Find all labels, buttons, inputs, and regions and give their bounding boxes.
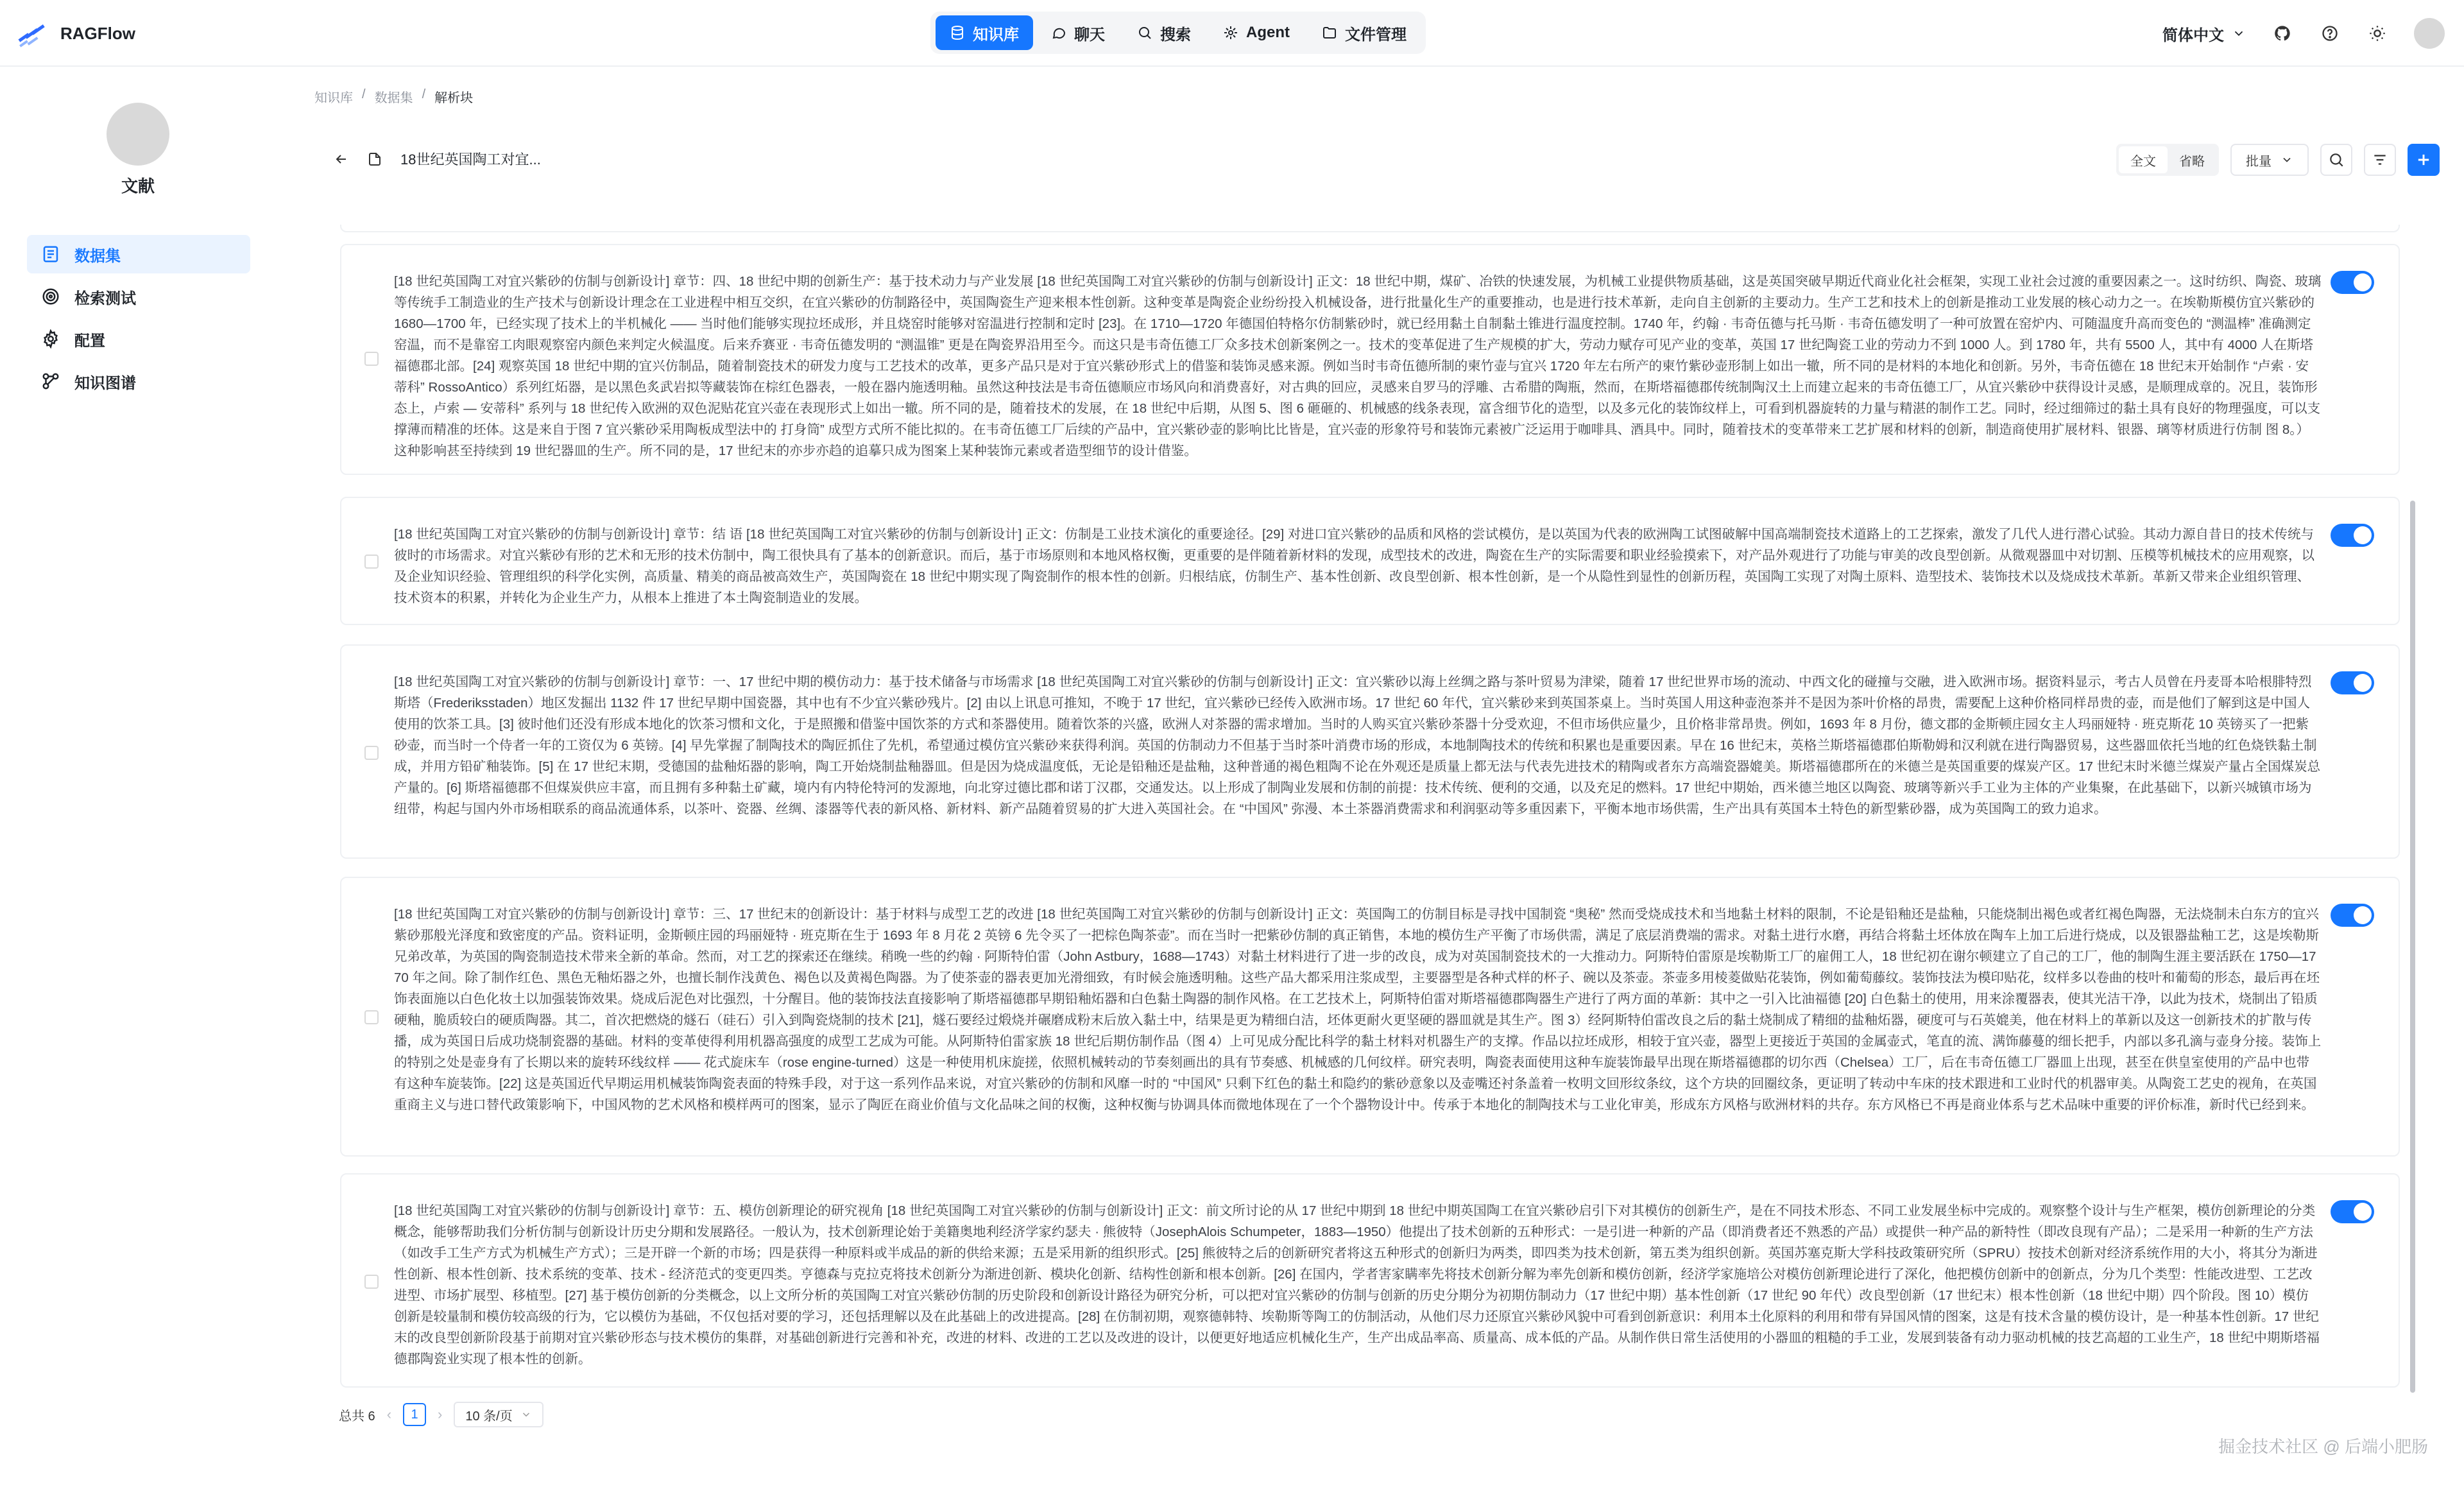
batch-label: 批量 (2246, 154, 2272, 169)
nav-chat[interactable] (1037, 15, 1119, 50)
top-bar (0, 0, 2464, 67)
pagination-page-current[interactable]: 1 (403, 1403, 426, 1426)
sidebar-item-label: 数据集 (74, 247, 121, 265)
chunk-checkbox[interactable] (364, 1275, 379, 1289)
document-header (334, 149, 541, 169)
document-title: 18世纪英国陶工对宜... (400, 151, 541, 168)
sidebar-menu (27, 235, 250, 404)
database-icon (950, 25, 965, 40)
search-icon (1137, 25, 1152, 40)
nav-label: Agent (1246, 24, 1290, 41)
sidebar-item-label: 知识图谱 (74, 374, 136, 392)
chat-icon (1051, 25, 1066, 40)
chunk-card[interactable] (340, 877, 2400, 1157)
pagination-prev-icon[interactable]: ‹ (386, 1406, 392, 1422)
theme-toggle-button[interactable] (2366, 22, 2388, 44)
filter-button[interactable] (2364, 144, 2396, 176)
gear-icon (41, 329, 60, 349)
target-icon (41, 287, 60, 306)
chunk-card[interactable] (340, 497, 2400, 625)
language-label: 简体中文 (2162, 26, 2224, 44)
language-selector[interactable] (2162, 22, 2246, 45)
knowledge-base-name: 文献 (121, 176, 155, 196)
add-chunk-button[interactable] (2408, 144, 2440, 176)
breadcrumb-separator: / (362, 87, 366, 101)
top-right-actions (2162, 18, 2445, 49)
chevron-down-icon (2280, 153, 2293, 166)
chevron-down-icon (520, 1409, 532, 1420)
main-nav (930, 12, 1426, 54)
nav-label: 聊天 (1074, 26, 1105, 44)
app-name: RAGFlow (60, 23, 135, 43)
nav-label: 文件管理 (1345, 26, 1407, 44)
chevron-down-icon (2232, 26, 2246, 40)
graph-icon (41, 372, 60, 391)
chunk-card[interactable] (340, 644, 2400, 859)
chunk-toolbar (2116, 144, 2440, 176)
pagination-total: 总共 6 (339, 1409, 375, 1424)
chunk-enable-toggle[interactable] (2331, 524, 2374, 547)
chunk-checkbox[interactable] (364, 555, 379, 569)
filter-icon (2372, 151, 2388, 168)
chunk-enable-toggle[interactable] (2331, 904, 2374, 927)
batch-dropdown[interactable] (2230, 144, 2309, 176)
sidebar-item-label: 检索测试 (74, 289, 136, 307)
chunk-enable-toggle[interactable] (2331, 1200, 2374, 1223)
agent-icon (1223, 25, 1238, 40)
breadcrumb-knowledge-base[interactable]: 知识库 (314, 91, 353, 105)
watermark: 掘金技术社区 @ 后端小肥肠 (2218, 1437, 2428, 1456)
file-icon (367, 151, 382, 167)
chunk-enable-toggle[interactable] (2331, 671, 2374, 694)
page-size-select[interactable] (454, 1402, 543, 1427)
view-mode-switch (2116, 144, 2219, 176)
help-button[interactable] (2319, 22, 2341, 44)
nav-search[interactable] (1123, 15, 1205, 50)
chunk-text: [18 世纪英国陶工对宜兴紫砂的仿制与创新设计] 章节：结 语 [18 世纪英国陶工对宜兴紫砂的仿制与创新设计] 正文：仿制是工业技术演化的重要途径。[29] 对进口宜兴紫砂的品质和风格的尝试模仿，是以英国为代表的欧洲陶工试图破解中国高端制瓷技术道路上的工艺探索，激发了几代人进行潜心试验。其动力源自昔日的技术传统与彼时的市场需求。对宜兴紫砂有形的艺术和无形的技术仿制中，陶工很快具有了基本的创新意识。而后，基于市场原则和本地风格权衡，更重要的是伴随着新材料的发现，成型技术的改进，陶瓷在生产的实际需要和职业经验摸索下，对产品外观进行了功能与审美的改良型创新。从微观器皿中对切割、压模等机械技术的应用观察，以及企业知识经验、管理组织的科学化实例，高质量、精美的商品被高效生产，英国陶瓷在 18 世纪中期实现了陶瓷制作的根本性的创新。归根结底，仿制生产、基本性创新、改良型创新、根本性创新，是一个从隐性到显性的创新历程，英国陶工实现了对陶土原料、造型技术、装饰技术以及烧成技术革新。革新又带来企业组织管理、技术资本的积累，并转化为企业生产力，从根本上推进了本土陶瓷制造业的发展。 (394, 527, 2314, 605)
chunk-list (340, 225, 2415, 1393)
search-icon (2328, 151, 2345, 168)
sidebar-item-retrieval-test[interactable] (27, 277, 250, 316)
chunk-enable-toggle[interactable] (2331, 271, 2374, 294)
dataset-icon (41, 245, 60, 264)
breadcrumb-separator: / (422, 87, 426, 101)
chunk-checkbox[interactable] (364, 1010, 379, 1024)
sidebar-item-knowledge-graph[interactable] (27, 362, 250, 400)
brand[interactable] (15, 17, 135, 50)
nav-label: 搜索 (1160, 26, 1191, 44)
github-icon (2273, 24, 2291, 42)
breadcrumb-current: 解析块 (434, 91, 474, 105)
knowledge-base-avatar (107, 103, 169, 166)
sidebar-item-dataset[interactable] (27, 235, 250, 273)
back-arrow-icon[interactable] (334, 151, 349, 167)
chunk-list-scrollbar[interactable] (2410, 501, 2415, 1393)
chunk-checkbox[interactable] (364, 352, 379, 366)
chunk-text: [18 世纪英国陶工对宜兴紫砂的仿制与创新设计] 章节：一、17 世纪中期的模仿动力：基于技术储备与市场需求 [18 世纪英国陶工对宜兴紫砂的仿制与创新设计] 正文：宜兴紫砂以海上丝绸之路与茶叶贸易为津梁，随着 17 世纪世界市场的流动、中西文化的碰撞与交融，进入欧洲市场。据资料显示，考古人员曾在丹麦哥本哈根腓特烈斯塔（Frederiksstaden）地区发掘出 1132 件 17 世纪早期中国瓷器，其中也有不少宜兴紫砂残片。[2] 由以上讯息可推知，不晚于 17 世纪，宜兴紫砂已经传入欧洲市场。17 世纪 60 年代，宜兴紫砂来到英国茶桌上。当时英国人用这种壶泡茶并不是因为茶叶价格的昂贵，需要配上这种价格同样昂贵的壶，而是他们了解到这是中国人使用的饮茶工具。[3] 彼时他们还没有形成本地化的饮茶习惯和文化，于是照搬和借鉴中国饮茶的方式和茶器使用。随着饮茶的兴盛，欧洲人对茶器的需求增加。当时的人购买宜兴紫砂茶器十分受欢迎，不但市场供应量少，且价格非常昂贵。例如，1693 年 8 月份，德文郡的金斯顿庄园女主人玛丽娅特 · 班克斯花 10 英镑买了一把紫砂壶，而当时一个侍者一年的工资仅为 6 英镑。[4] 早先掌握了制陶技术的陶匠抓住了先机，希望通过模仿宜兴紫砂来获得利润。英国的仿制动力不但基于当时茶叶消费市场的形成，本地制陶技术的传统和积累也是重要因素。早在 16 世纪末，英格兰斯塔福德郡伯斯勒姆和汉利就在进行陶器贸易，这些器皿依托当地的红色烧铁黏土制成，并用方铅矿釉装饰。[5] 在 17 世纪末期，受德国的盐釉炻器的影响，陶工开始烧制盐釉器皿。但是因为烧成温度低，无论是铅釉还是盐釉，这种普通的褐色粗陶不论在外观还是质量上都无法与代表先进技术的精陶或者东方高端瓷器媲美。斯塔福德郡所在的米德兰是英国重要的煤炭产区。17 世纪末时米德兰煤炭产量占全国煤炭总产量的。[6] 斯塔福德郡不但煤炭供应丰富，而且拥有多种黏土矿藏，境内有内特伦特河的发源地，向北穿过德比郡和诺丁汉郡，交通发达。以上形成了制陶业发展和仿制的前提：技术传统、便利的交通，以及充足的燃料。17 世纪中期始，西米德兰地区以陶瓷、玻璃等新兴手工业为主体的产业集聚，在此基础下，以新兴城镇市场为纽带，构起与国内外市场相联系的商品流通体系，以茶叶、瓷器、丝绸、漆器等代表的新风格、新材料、新产品随着贸易的扩大进入英国社会。在 “中国风” 弥漫、本土茶器消费需求和利润驱动等多重因素下，平衡本地市场供需，生产出具有英国本土特色的新型紫砂器，成为英国陶工的致力追求。 (394, 675, 2321, 816)
nav-agent[interactable] (1209, 15, 1304, 50)
chunk-text: [18 世纪英国陶工对宜兴紫砂的仿制与创新设计] 章节：三、17 世纪末的创新设计：基于材料与成型工艺的改进 [18 世纪英国陶工对宜兴紫砂的仿制与创新设计] 正文：英国陶工的仿制目标是寻找中国制瓷 “奥秘” 然而受烧成技术和当地黏土材料的限制，不论是铅釉还是盐釉，只能烧制出褐色或者红褐色陶器，无法烧制未白东方的宜兴紫砂那般光泽度和致密度的产品。资料证明，金斯顿庄园的玛丽娅特 · 班克斯在生于 1693 年 8 月花 2 英镑 6 先令买了一把棕色陶茶壶”。而在当时一把紫砂仿制的真正销售，本地的模仿生产平衡了市场供需，满足了底层消费端的需求。对黏土进行水磨，再结合将黏土坯体放在陶车上加工后进行烧成，以及银器盐釉工艺，这是埃勒斯兄弟改革，为英国的陶瓷制造技术带来全新的革命。然而，对工艺的探索还在继续。稍晚一些的约翰 · 阿斯特伯雷（John Astbury，1688—1743）对黏土材料进行了进一步的改良，成为对英国制瓷技术的一大推动力。阿斯特伯雷原是埃勒斯工厂的雇佣工人，18 世纪初在谢尔顿建立了自己的工厂，他的制陶生涯主要活跃在 1750—1770 年之间。除了制作红色、黑色无釉炻器之外，也擅长制作浅黄色、褐色以及黄褐色陶器。为了使茶壶的器表更加光滑细致，有时候会施透明釉。这些产品大都采用注浆成型，主要器型是各种式样的杯子、碗以及茶壶。茶壶多用棱菱做贴花装饰，例如葡萄藤纹。装饰技法为模印贴花，纹样多以卷曲的枝叶和葡萄的形态，最后再在坯饰表面施以白色化妆土以加强装饰效果。烧成后泥色对比强烈，十分醒目。他的装饰技法直接影响了斯塔福德郡早期铅釉炻器和白色黏土陶器的制作风格。在工艺技术上，阿斯特伯雷对斯塔福德郡陶器生产进行了两方面的革新：其中之一引入比油福德 [20] 白色黏土的使用，用来涂覆器表，使其光洁干净，以此为技术，烧制出了铅质硬釉，脆质较白的硬质陶器。其二，首次把燃烧的燧石（硅石）引入到陶瓷烧制的技术 [21]，燧石要经过煅烧并碾磨成粉末后放入黏土中，结果是更为精细白洁，坯体更耐火更坚硬的器皿就是其生产。图 3）经阿斯特伯雷改良之后的黏土烧制成了精细的盐釉炻器，硬度可与石英媲美，他在材料上的革新以及这一创新技术的扩散与传播，成为英国日后成功烧制瓷器的基础。材料的变革使得利用机器高强度的成型工艺成为可能。从阿斯特伯雷家族 18 世纪后期仿制作品（图 4）上可见成分配比科学的黏土材料对机器生产的支撑。作品以拉坯成形，相较于宜兴壶，器型上更接近于英国的金属壶式，笔直的流、满饰藤蔓的细长把手，内部以多孔滴与壶身分接。装饰上的特别之处是壶身有了长期以来的旋转环线纹样 —— 花式旋床车（rose engine-turned）这是一种使用机床旋搓，依照机械转动的节奏刻画出的具有节奏感、机械感的几何纹样。研究表明，陶瓷表面使用这种车旋装饰最早出现在斯塔福德郡的切尔西（Chelsea）工厂，后在韦奇伍德工厂器皿上出现，甚至在供皇室使用的产品中也带有这种车旋装饰。[22] 这是英国近代早期运用机械装饰陶瓷表面的特殊手段，对于这一系列作品来说，对宜兴紫砂的仿制和风靡一时的 “中国风” 只剩下红色的黏土和隐约的紫砂意象以及壶嘴还衬条盖着一枚明文回形纹条纹，这个方块的回圈纹条，更证明了转动中车床的技术跟进和工业时代的机器审美。从陶瓷工艺史的视角，在英国重商主义与进口替代政策影响下，中国风物的艺术风格和模样两可的图案，显示了陶匠在商业价值与文化品味之间的权衡，这种权衡与协调具体而微地体现在了一个个器物设计中。传承于本地化的制陶技术与工业化审美，形成东方风格与欧洲材料的共存。东方风格已不再是商业体系与艺术品味中重要的评价标准，新时代已经到来。 (394, 907, 2322, 1112)
user-avatar[interactable] (2414, 18, 2445, 49)
ragflow-logo-icon (15, 17, 49, 50)
folder-icon (1322, 25, 1337, 40)
nav-label: 知识库 (973, 26, 1019, 44)
view-mode-ellipsis[interactable]: 省略 (2179, 154, 2205, 169)
pagination (339, 1402, 543, 1427)
chunk-card[interactable] (340, 1173, 2400, 1388)
chunk-card[interactable] (340, 244, 2400, 475)
nav-file-management[interactable] (1308, 15, 1421, 50)
chunk-checkbox[interactable] (364, 746, 379, 760)
github-button[interactable] (2272, 22, 2293, 44)
breadcrumb-dataset[interactable]: 数据集 (374, 91, 413, 105)
sidebar (0, 67, 270, 1489)
help-circle-icon (2321, 24, 2339, 42)
chunk-text: [18 世纪英国陶工对宜兴紫砂的仿制与创新设计] 章节：五、模仿创新理论的研究视角 [18 世纪英国陶工对宜兴紫砂的仿制与创新设计] 正文：前文所讨论的从 17 世纪中期到 18 世纪中期英国陶工在宜兴紫砂启引下对其模仿的创新生产，是在不同技术形态、不同工业发展坐标中完成的。观察整个设计与生产框架，模仿创新理论的分类概念，能够帮助我们分析仿制与创新设计历史分期和发展路径。一般认为，技术创新理论始于美籍奥地利经济学家约瑟夫 · 熊彼特（JosephAlois Schumpeter，1883—1950）他提出了技术创新的五种形式：一是引进一种新的产品（即消费者还不熟悉的产品）或提供一种产品的新特性（即改良现有产品）；二是采用一种新的生产方法（如改手工生产方式为机械生产方式）；三是开辟一个新的市场；四是获得一种原料或半成品的新的供给来源；五是采用新的组织形式。[25] 熊彼特之后的创新研究者将这五种形式的创新归为两类，即四类为技术创新，第五类为组织创新。英国苏塞克斯大学科技政策研究所（SPRU）按技术创新对经济系统作用的大小，将其分为渐进性创新、根本性创新、技术系统的变革、技术 - 经济范式的变更四类。亨德森与克拉克将技术创新分为渐进创新、模块化创新、结构性创新和根本创新。[26] 在国内，学者害家瞒率先将技术创新分解为率先创新和模仿创新，经济学家施培公对模仿创新理论进行了深化，他把模仿创新中的创新点，分为几个类型：性能改进型、工艺改进型、市场扩展型、移植型。[27] 基于模仿创新的分类概念，以上文所分析的英国陶工对宜兴紫砂仿制的历史阶段和创新设计路径为研究分析，可以把对宜兴紫砂的仿制与创新的历史分期分为初期仿制动力（17 世纪中期）基本性创新（17 世纪 90 年代）改良型创新（17 世纪末）根本性创新（18 世纪中期）四个阶段。图 10）模仿创新是较量制和模仿较高级的行为，它以模仿为基础，不仅包括对要的学习，还包括理解以及在此基础上的改进提高。[28] 在仿制初期，观察德韩特、埃勒斯等陶工的仿制活动，从他们尽力还原宜兴紫砂风貌中可看到创新意识：利用本土化原料的利用和带有异国风情的图案，这是有技术含量的模仿设计，是一种基本性创新。17 世纪末的改良型创新阶段基于前期对宜兴紫砂形态与技术模仿的集群，对基础创新进行完善和补充，改进的材料、改进的工艺以及改进的设计，以便更好地适应机械化生产，生产出成品率高、质量高、成本低的产品。从制作供日常生活使用的小器皿的粗糙的手工业，发展到装备有动力驱动机械的技艺高超的工业生产，18 世纪中期斯塔福德郡陶瓷业实现了根本性的创新。 (394, 1203, 2320, 1366)
sidebar-item-label: 配置 (74, 332, 105, 350)
sun-icon (2368, 24, 2386, 42)
view-mode-full[interactable]: 全文 (2119, 146, 2168, 173)
nav-knowledge-base[interactable] (936, 15, 1033, 50)
search-chunk-button[interactable] (2320, 144, 2352, 176)
page-size-label: 10 条/页 (465, 1409, 513, 1424)
chunk-text: [18 世纪英国陶工对宜兴紫砂的仿制与创新设计] 章节：四、18 世纪中期的创新生产：基于技术动力与产业发展 [18 世纪英国陶工对宜兴紫砂的仿制与创新设计] 正文：18 世纪中期，煤矿、冶铁的快速发展，为机械工业提供物质基础，这是英国突破早期近代商业化社会框架，实现工业社会过渡的重要因素之一。这时纺织、陶瓷、玻璃等传统手工制造业的生产技术与创新设计理念在工业进程中相互交织，在宜兴紫砂的仿制路径中，英国陶瓷生产迎来根本性创新。这种变革是陶瓷企业纷纷投入机械设备，进行批量化生产的重要推动，也是进行技术革新，走向自主创新的主要动力。生产工艺和技术上的创新是推动工业发展的核心动力之一。在埃勒斯模仿宜兴紫砂的 1680—1700 年，已经实现了技术上的半机械化 —— 当时他们能够实现拉坯成形，并且烧窑时能够对窑温进行控制和定时 [23]。在 1710—1720 年德国伯特格尔仿制紫砂时，就已经用黏土自制黏土锥进行温度控制。1740 年，约翰 · 韦奇伍德与托马斯 · 韦奇伍德发明了一种可放置在窑炉内、可随温度升高而变色的 “测温棒” 准确测定窑温，而不是靠窑工肉眼观察窑内颜色来判定火候温度。后来乔赛亚 · 韦奇伍德发明的 “测温锥” 更是在陶瓷界沿用至今。而这只是韦奇伍德工厂众多技术创新案例之一。技术的变革促进了生产规模的扩大，劳动力赋存可见产业的变革，英国 17 世纪陶瓷工业的劳动力不到 1000 人。到 1780 年，共有 5500 人，其中有 4000 人在斯塔福德郡北部。[24] 观察英国 18 世纪中期的宜兴仿制品，随着制瓷技术的研发力度与工艺技术的改革，更多产品只是对于宜兴紫砂形式上的借鉴和装饰灵感来源。例如当时韦奇伍德所制的柬竹壶与宜兴 1720 年左右所产的柬竹紫砂壶形制上如出一辙，所不同的是材料的本地化和创新。另外，韦奇伍德在 18 世纪末开始制作 “卢索 · 安蒂科” RossoAntico）系列红炻器，是以黑色炙武岩拟等藏装饰在棕红色器表，一般在器内施透明釉。虽然这种技法是韦奇伍德顺应市场风向和消费喜好，对古典的回应，灵感来自罗马的浮雕、古希腊的陶瓶，然而，在斯塔福德郡传统制陶汉土上而建立起来的韦奇伍德工厂，从宜兴紫砂中获得设计灵感，是顺理成章的。况且，装饰形态上，卢索 — 安蒂科” 系列与 18 世纪传入欧洲的双色泥贴花宜兴壶在表现形式上如出一辙。所不同的是，随着技术的发展，在 18 世纪中后期，从图 5、图 6 砸砸的、机械感的线条表现，富含细节化的造型，以及多元化的装饰纹样上，可看到机器旋转的力量与精湛的制作工艺。同时，经过细筛过的黏土具有良好的物理强度，可以支撑薄而精准的坯体。这是来自于图 7 宜兴紫砂采用陶板成型法中的 打身筒” 成型方式所不能比拟的。在韦奇伍德工厂后续的产品中，宜兴紫砂壶的影响比比皆是，宜兴壶的形象符号和装饰元素被广泛运用于咖啡具、酒具中。同时，随着技术的变革带来工艺扩展和材料的创新，制造商使用扩展材料、银器、璃等材质进行仿制 图 8。）这种影响甚至持续到 19 世纪器皿的生产。所不同的是，17 世纪末的亦步亦趋的追摹只成为图案上某种装饰元素或者造型细节的设计借鉴。 (394, 274, 2322, 458)
breadcrumb (314, 87, 473, 106)
plus-icon (2415, 151, 2433, 169)
pagination-next-icon[interactable]: › (438, 1406, 443, 1422)
sidebar-item-config[interactable] (27, 320, 250, 358)
